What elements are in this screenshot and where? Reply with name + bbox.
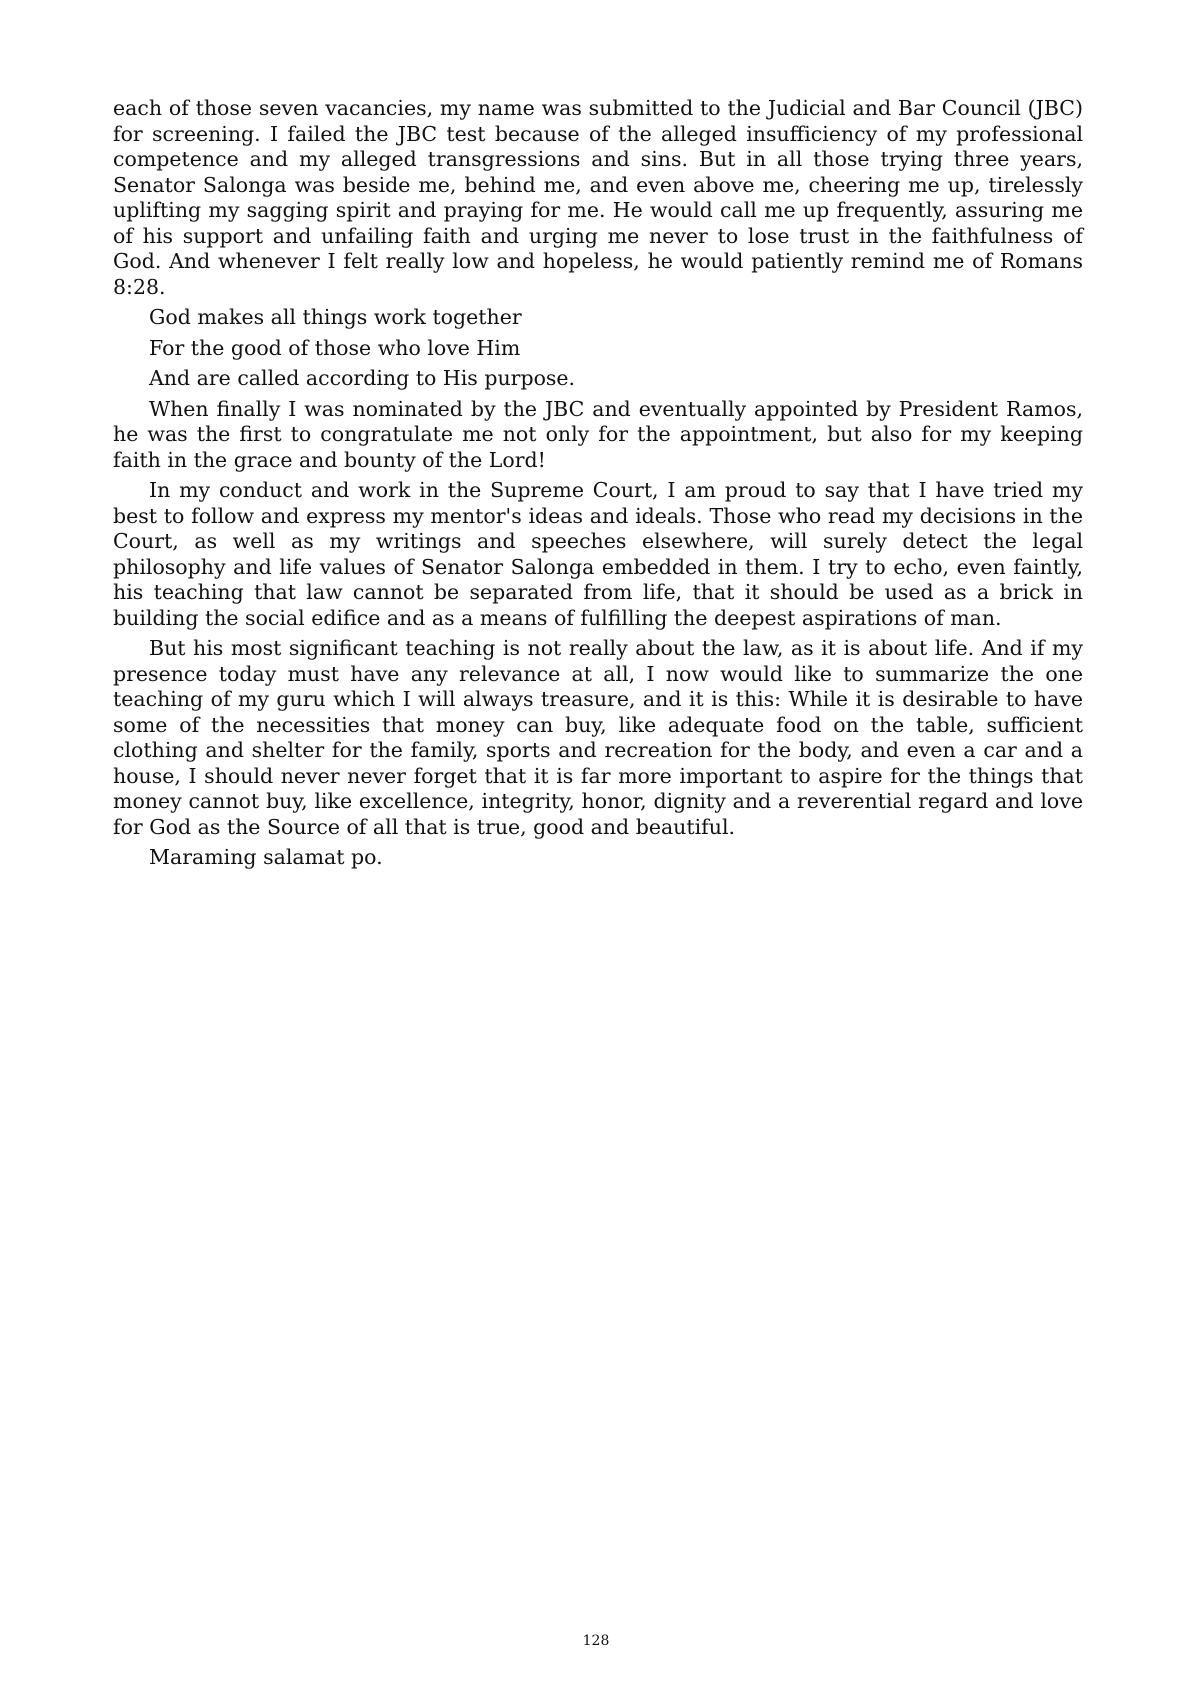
paragraph-nomination: When finally I was nominated by the JBC and eventually appointed by President Ramos, he was the first to congratulate me not only for the appointment, but also for my keeping faith in the grace and bounty of the Lord! bbox=[113, 396, 1083, 472]
paragraph-supreme-court: In my conduct and work in the Supreme Court, I am proud to say that I have tried my best to follow and express my mentor's ideas and ideals. Those who read my decisions in the Court, as well as my writings and speeches elsewhere, will surely detect the legal philosophy and life values of Senator Salonga embedded in them. I try to echo, even faintly, his teaching that law cannot be separated from life, that it should be used as a brick in building the social edifice and as a means of fulfilling the deepest aspirations of man. bbox=[113, 478, 1083, 630]
page-body bbox=[113, 96, 1083, 876]
verse-line-3: And are called according to His purpose. bbox=[149, 366, 576, 390]
paragraph-continuation: each of those seven vacancies, my name was submitted to the Judicial and Bar Council (JBC) for screening. I failed the JBC test because of the alleged insufficiency of my professional competence and my alleged transgressions and sins. But in all those trying three years, Senator Salonga was beside me, behind me, and even above me, cheering me up, tirelessly uplifting my sagging spirit and praying for me. He would call me up frequently, assuring me of his support and unfailing faith and urging me never to lose trust in the faithfulness of God. And whenever I felt really low and hopeless, he would patiently remind me of Romans 8:28. bbox=[113, 96, 1083, 299]
page-number: 128 bbox=[582, 1633, 610, 1649]
scripture-verse bbox=[113, 305, 1083, 392]
paragraph-teaching: But his most significant teaching is not really about the law, as it is about life. And if my presence today must have any relevance at all, I now would like to summarize the one teaching of my guru which I will always treasure, and it is this: While it is desirable to have some of the necessities that money can buy, like adequate food on the table, sufficient clothing and shelter for the family, sports and recreation for the body, and even a car and a house, I should never never forget that it is far more important to aspire for the things that money cannot buy, like excellence, integrity, honor, dignity and a reverential regard and love for God as the Source of all that is true, good and beautiful. bbox=[113, 636, 1083, 839]
paragraph-closing: Maraming salamat po. bbox=[149, 845, 383, 869]
verse-line-2: For the good of those who love Him bbox=[149, 335, 521, 360]
verse-line-1: God makes all things work together bbox=[149, 305, 522, 329]
